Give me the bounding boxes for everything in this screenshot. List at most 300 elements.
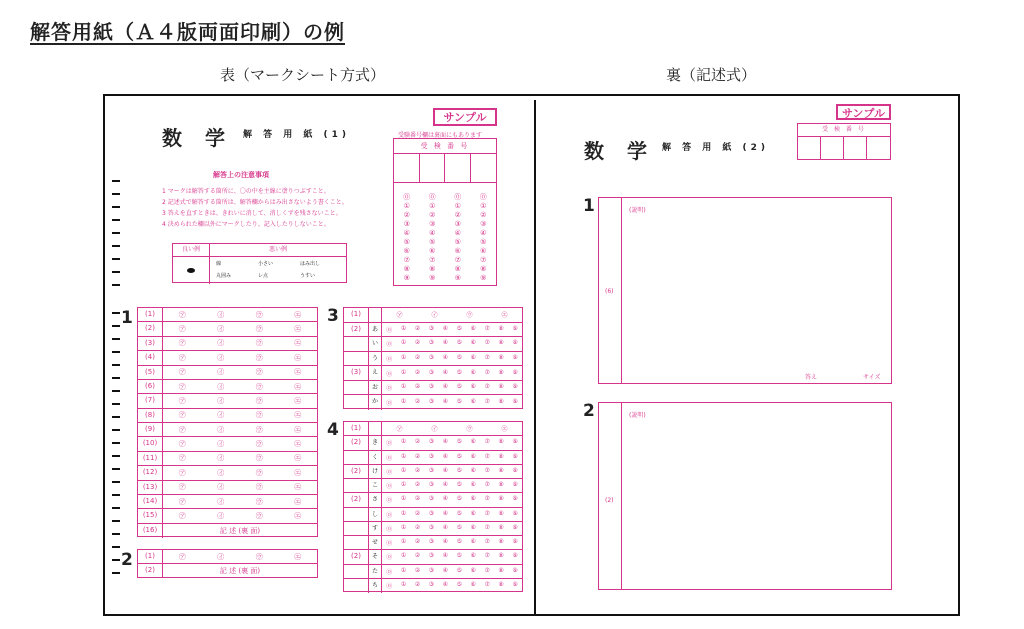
digit-bubble[interactable]: ⓪ (386, 341, 393, 349)
digit-bubble[interactable]: ⑦ (484, 581, 490, 589)
digit-bubble[interactable]: ④ (429, 229, 436, 237)
option-bubble[interactable]: ㋒ (255, 425, 263, 434)
digit-bubble[interactable]: ⑦ (484, 466, 490, 474)
digit-bubble[interactable]: ① (400, 368, 407, 376)
option-bubble[interactable]: ㋒ (255, 511, 263, 520)
option-bubble[interactable]: ㋐ (396, 426, 403, 434)
digit-bubble[interactable]: ⓪ (386, 540, 393, 548)
option-bubble[interactable]: ㋒ (255, 325, 263, 334)
digit-bubble[interactable]: ⑧ (498, 481, 504, 489)
option-bubble[interactable]: ㋓ (294, 411, 302, 420)
digit-bubble[interactable]: ② (414, 509, 421, 517)
digit-bubble[interactable]: ④ (442, 538, 449, 546)
digit-bubble[interactable]: ⓪ (386, 554, 393, 562)
option-bubble[interactable]: ㋑ (217, 454, 225, 463)
section-4-row (344, 550, 522, 564)
option-bubble[interactable]: ㋑ (217, 483, 225, 492)
digit-bubble[interactable]: ① (454, 202, 461, 210)
option-bubble[interactable]: ㋓ (294, 353, 302, 362)
option-bubble[interactable]: ㋑ (217, 310, 225, 319)
digit-bubble[interactable]: ⑦ (484, 339, 490, 347)
digit-bubble[interactable]: ⑤ (456, 495, 462, 503)
digit-bubble[interactable]: ⑦ (484, 481, 490, 489)
digit-bubble[interactable]: ⑥ (470, 538, 476, 546)
row-label: (3) (138, 337, 163, 350)
option-bubble[interactable]: ㋑ (217, 411, 225, 420)
digit-bubble[interactable]: ⑤ (456, 383, 462, 391)
digit-bubble[interactable]: ⑥ (470, 481, 476, 489)
digit-bubble[interactable]: ② (414, 339, 421, 347)
digit-bubble[interactable]: ⑨ (512, 481, 518, 489)
note-1: 1 マークは解答する箇所に、〇の中を主線に塗りつぶすこと。 (162, 188, 330, 195)
digit-bubble[interactable]: ① (480, 202, 487, 210)
digit-bubble[interactable]: ⑤ (456, 523, 462, 531)
option-bubble[interactable]: ㋑ (217, 382, 225, 391)
digit-bubble[interactable]: ④ (442, 509, 449, 517)
option-bubble[interactable]: ㋒ (255, 552, 263, 561)
digit-bubble[interactable]: ① (400, 523, 407, 531)
digit-bubble[interactable]: ⑥ (470, 495, 476, 503)
digit-bubble[interactable]: ① (400, 466, 407, 474)
option-bubble[interactable]: ㋓ (294, 425, 302, 434)
digit-bubble[interactable]: ⑦ (484, 552, 490, 560)
digit-bubble[interactable]: ⑦ (484, 353, 490, 361)
digit-bubble[interactable]: ⓪ (386, 400, 393, 408)
digit-bubble[interactable]: ⓪ (403, 193, 411, 201)
option-bubble[interactable]: ㋓ (501, 426, 508, 434)
option-bubble[interactable]: ㋑ (431, 312, 438, 320)
digit-bubble[interactable]: ⑧ (480, 265, 487, 273)
digit-bubble[interactable]: ④ (480, 229, 487, 237)
digit-bubble[interactable]: ④ (454, 229, 461, 237)
digit-bubble[interactable]: ① (400, 481, 407, 489)
option-bubble[interactable]: ㋒ (255, 497, 263, 506)
option-bubble[interactable]: ㋓ (294, 310, 302, 319)
digit-bubble[interactable]: ⑧ (498, 552, 504, 560)
digit-bubble[interactable]: ⑧ (498, 538, 504, 546)
digit-bubble[interactable]: ⑨ (512, 538, 518, 546)
digit-bubble[interactable]: ⑥ (454, 247, 461, 255)
digit-bubble[interactable]: ⓪ (386, 583, 393, 591)
digit-bubble[interactable]: ① (400, 495, 407, 503)
row-options (163, 439, 317, 449)
digit-bubble[interactable]: ② (414, 466, 421, 474)
digit-bubble[interactable]: ⓪ (386, 497, 393, 505)
digit-bubble[interactable]: ③ (428, 339, 435, 347)
digit-bubble[interactable]: ⑦ (484, 538, 490, 546)
digit-bubble[interactable]: ② (429, 211, 436, 219)
option-bubble[interactable]: ㋒ (255, 440, 263, 449)
option-bubble[interactable]: ㋓ (294, 497, 302, 506)
digit-bubble[interactable]: ③ (428, 538, 435, 546)
digit-bubble[interactable]: ① (400, 581, 407, 589)
digit-bubble[interactable]: ⑥ (470, 581, 476, 589)
digit-bubble[interactable]: ⑦ (454, 256, 461, 264)
digit-bubble[interactable]: ④ (442, 383, 449, 391)
digit-bubble[interactable]: ⓪ (386, 326, 393, 334)
digit-bubble[interactable]: ⑤ (456, 339, 462, 347)
digit-bubble[interactable]: ③ (428, 466, 435, 474)
digit-bubble[interactable]: ⑨ (480, 274, 487, 282)
option-bubble[interactable]: ㋑ (217, 511, 225, 520)
digit-bubble[interactable]: ⑤ (456, 353, 462, 361)
digit-bubble[interactable]: ⑥ (470, 452, 476, 460)
option-bubble[interactable]: ㋐ (178, 339, 186, 348)
note-4: 4 決められた欄以外にマークしたり、記入したりしないこと。 (162, 221, 330, 228)
option-bubble[interactable]: ㋒ (255, 382, 263, 391)
digit-bubble[interactable]: ② (414, 353, 421, 361)
digit-bubble[interactable]: ④ (442, 438, 449, 446)
digit-bubble[interactable]: ⑨ (512, 398, 518, 406)
digit-bubble[interactable]: ③ (428, 509, 435, 517)
digit-bubble[interactable]: ⑤ (456, 324, 462, 332)
option-bubble[interactable]: ㋑ (217, 552, 225, 561)
digit-bubble[interactable]: ② (454, 211, 461, 219)
digit-bubble[interactable]: ④ (442, 552, 449, 560)
digit-bubble[interactable]: ⑥ (470, 339, 476, 347)
digit-bubble[interactable]: ⑤ (403, 238, 410, 246)
digit-bubble[interactable]: ⑥ (470, 523, 476, 531)
digit-bubble[interactable]: ⑦ (484, 368, 490, 376)
digit-bubble[interactable]: ⓪ (386, 454, 393, 462)
digit-bubble[interactable]: ⑥ (470, 509, 476, 517)
digit-bubble[interactable]: ③ (454, 220, 461, 228)
digit-bubble[interactable]: ⑦ (484, 495, 490, 503)
option-bubble[interactable]: ㋐ (178, 440, 186, 449)
digit-bubble[interactable]: ⑥ (470, 552, 476, 560)
back-q2-box[interactable] (598, 402, 892, 590)
digit-bubble[interactable]: ⑦ (429, 256, 436, 264)
option-bubble[interactable]: ㋐ (178, 310, 186, 319)
digit-bubble[interactable]: ③ (480, 220, 487, 228)
option-bubble[interactable]: ㋐ (178, 353, 186, 362)
digit-bubble[interactable]: ⑤ (456, 552, 462, 560)
digit-bubble[interactable]: ⑨ (512, 581, 518, 589)
digit-bubble[interactable]: ① (400, 538, 407, 546)
digit-bubble[interactable]: ⑧ (498, 339, 504, 347)
section-4-row (344, 508, 522, 522)
digit-bubble[interactable]: ⑤ (456, 581, 462, 589)
option-bubble[interactable]: ㋑ (217, 497, 225, 506)
digit-bubble[interactable]: ⑦ (484, 398, 490, 406)
digit-bubble[interactable]: ⑤ (456, 509, 462, 517)
option-bubble[interactable]: ㋑ (217, 440, 225, 449)
option-bubble[interactable]: ㋐ (178, 425, 186, 434)
digit-bubble[interactable]: ⓪ (386, 385, 393, 393)
digit-bubble[interactable]: ⑨ (512, 509, 518, 517)
digit-bubble[interactable]: ⑨ (512, 466, 518, 474)
option-bubble[interactable]: ㋑ (217, 353, 225, 362)
digit-bubble[interactable]: ③ (428, 581, 435, 589)
back-q1-box[interactable] (598, 197, 892, 384)
digit-bubble[interactable]: ④ (442, 452, 449, 460)
digit-bubble[interactable]: ⑤ (456, 566, 462, 574)
digit-bubble[interactable]: ① (400, 324, 407, 332)
option-bubble[interactable]: ㋓ (294, 483, 302, 492)
digit-bubble[interactable]: ④ (442, 581, 449, 589)
digit-bubble[interactable]: ⑤ (456, 481, 462, 489)
option-bubble[interactable]: ㋐ (178, 325, 186, 334)
digit-bubble[interactable]: ⑧ (498, 383, 504, 391)
option-bubble[interactable]: ㋓ (294, 454, 302, 463)
digit-bubble[interactable]: ③ (428, 566, 435, 574)
digit-bubble[interactable]: ③ (429, 220, 436, 228)
digit-bubble[interactable]: ② (414, 438, 421, 446)
digit-bubble[interactable]: ⓪ (386, 525, 393, 533)
digit-bubble[interactable]: ⑧ (498, 566, 504, 574)
digit-bubble[interactable]: ② (414, 324, 421, 332)
digit-bubble[interactable]: ① (429, 202, 436, 210)
digit-bubble[interactable]: ⑨ (454, 274, 461, 282)
digit-bubble[interactable]: ⑨ (512, 452, 518, 460)
digit-bubble[interactable]: ④ (442, 495, 449, 503)
digit-bubble[interactable]: ⑧ (498, 438, 504, 446)
option-bubble[interactable]: ㋐ (178, 454, 186, 463)
digit-bubble[interactable]: ⓪ (386, 511, 393, 519)
digit-bubble[interactable]: ③ (428, 353, 435, 361)
digit-bubble[interactable]: ② (414, 398, 421, 406)
digit-bubble[interactable]: ⑤ (456, 538, 462, 546)
option-bubble[interactable]: ㋑ (431, 426, 438, 434)
option-bubble[interactable]: ㋒ (255, 483, 263, 492)
digit-bubble[interactable]: ⓪ (386, 370, 393, 378)
digit-bubble[interactable]: ④ (442, 368, 449, 376)
digit-bubble[interactable]: ② (414, 523, 421, 531)
digit-bubble[interactable]: ⑧ (498, 452, 504, 460)
option-bubble[interactable]: ㋓ (294, 382, 302, 391)
option-bubble[interactable]: ㋒ (255, 368, 263, 377)
digit-bubble[interactable]: ⑥ (470, 566, 476, 574)
digit-bubble[interactable]: ② (403, 211, 410, 219)
digit-bubble[interactable]: ④ (442, 523, 449, 531)
digit-bubble[interactable]: ⓪ (386, 355, 393, 363)
digit-bubble[interactable]: ⑥ (470, 383, 476, 391)
row-options (163, 353, 317, 363)
digit-bubble[interactable]: ⑤ (456, 398, 462, 406)
digit-bubble[interactable]: ① (400, 452, 407, 460)
option-bubble[interactable]: ㋓ (294, 396, 302, 405)
digit-bubble[interactable]: ⑧ (454, 265, 461, 273)
digit-bubble[interactable]: ② (414, 495, 421, 503)
digit-bubble[interactable]: ③ (428, 481, 435, 489)
digit-bubble[interactable]: ⑦ (484, 523, 490, 531)
option-bubble[interactable]: ㋓ (294, 325, 302, 334)
digit-bubble[interactable]: ⑦ (484, 452, 490, 460)
digit-bubble[interactable]: ⑤ (480, 238, 487, 246)
option-bubble[interactable]: ㋐ (396, 312, 403, 320)
option-bubble[interactable]: ㋓ (294, 552, 302, 561)
digit-bubble[interactable]: ⑨ (512, 368, 518, 376)
digit-bubble[interactable]: ① (403, 202, 410, 210)
digit-bubble[interactable]: ⑥ (470, 466, 476, 474)
option-bubble[interactable]: ㋐ (178, 382, 186, 391)
option-bubble[interactable]: ㋓ (501, 312, 508, 320)
back-sample-tag: サンプル (836, 104, 891, 120)
option-bubble[interactable]: ㋒ (255, 468, 263, 477)
option-bubble[interactable]: ㋐ (178, 468, 186, 477)
digit-bubble[interactable]: ② (414, 581, 421, 589)
digit-bubble[interactable]: ③ (428, 324, 435, 332)
digit-bubble[interactable]: ② (414, 566, 421, 574)
digit-bubble[interactable]: ⑤ (456, 466, 462, 474)
digit-bubble[interactable]: ⑧ (498, 495, 504, 503)
digit-bubble[interactable]: ① (400, 339, 407, 347)
digit-bubble[interactable]: ⑦ (484, 438, 490, 446)
option-bubble[interactable]: ㋓ (294, 368, 302, 377)
option-bubble[interactable]: ㋐ (178, 483, 186, 492)
digit-bubble[interactable]: ⑥ (470, 353, 476, 361)
digit-bubble[interactable]: ⓪ (386, 468, 393, 476)
digit-bubble[interactable]: ⓪ (386, 440, 393, 448)
option-bubble[interactable]: ㋓ (294, 511, 302, 520)
digit-bubble[interactable]: ④ (442, 566, 449, 574)
digit-bubble[interactable]: ⑧ (498, 523, 504, 531)
digit-bubble[interactable]: ⑥ (403, 247, 410, 255)
digit-bubble[interactable]: ⑤ (429, 238, 436, 246)
digit-bubble[interactable]: ⑨ (512, 353, 518, 361)
digit-bubble[interactable]: ⑦ (484, 324, 490, 332)
bad-example-label: 悪い例 (268, 246, 287, 253)
option-bubble[interactable]: ㋒ (255, 353, 263, 362)
option-bubble[interactable]: ㋒ (255, 396, 263, 405)
row-label (344, 451, 369, 464)
option-bubble[interactable]: ㋒ (466, 426, 473, 434)
digit-bubble[interactable]: ③ (428, 383, 435, 391)
option-bubble[interactable]: ㋒ (255, 310, 263, 319)
digit-bubble[interactable]: ④ (442, 339, 449, 347)
digit-bubble[interactable]: ⑧ (498, 353, 504, 361)
digit-bubble[interactable]: ② (414, 481, 421, 489)
option-bubble[interactable]: ㋐ (178, 552, 186, 561)
digit-bubble[interactable]: ⑨ (403, 274, 410, 282)
option-bubble[interactable]: ㋑ (217, 339, 225, 348)
digit-bubble[interactable]: ⑦ (484, 566, 490, 574)
digit-bubble[interactable]: ③ (428, 398, 435, 406)
option-bubble[interactable]: ㋐ (178, 511, 186, 520)
option-bubble[interactable]: ㋐ (178, 497, 186, 506)
option-bubble[interactable]: ㋑ (217, 396, 225, 405)
back-exam-number-grid (797, 123, 891, 160)
row-label: (1) (344, 308, 369, 322)
digit-bubble[interactable]: ⑧ (498, 509, 504, 517)
digit-bubble[interactable]: ① (400, 383, 407, 391)
digit-bubble[interactable]: ⑨ (512, 324, 518, 332)
digit-bubble[interactable]: ④ (442, 481, 449, 489)
digit-bubble[interactable]: ⑧ (498, 398, 504, 406)
digit-bubble[interactable]: ⑧ (498, 466, 504, 474)
digit-bubble[interactable]: ③ (428, 552, 435, 560)
digit-bubble[interactable]: ③ (428, 452, 435, 460)
option-bubble[interactable]: ㋓ (294, 440, 302, 449)
digit-bubble[interactable]: ⑧ (403, 265, 410, 273)
digit-bubble[interactable]: ⑥ (470, 324, 476, 332)
digit-bubble[interactable]: ⑦ (403, 256, 410, 264)
option-bubble[interactable]: ㋐ (178, 368, 186, 377)
digit-bubble[interactable]: ⑥ (470, 368, 476, 376)
digit-bubble[interactable]: ① (400, 398, 407, 406)
digit-bubble[interactable]: ⑥ (480, 247, 487, 255)
digit-bubble[interactable]: ③ (428, 438, 435, 446)
option-bubble[interactable]: ㋒ (466, 312, 473, 320)
option-bubble[interactable]: ㋒ (255, 411, 263, 420)
digit-bubble[interactable]: ① (400, 353, 407, 361)
digit-bubble[interactable]: ⑨ (512, 495, 518, 503)
digit-bubble[interactable]: ⑥ (470, 438, 476, 446)
digit-bubble[interactable]: ⑨ (512, 523, 518, 531)
digit-bubble[interactable]: ⑤ (456, 452, 462, 460)
digit-bubble[interactable]: ④ (403, 229, 410, 237)
exam-digit-row (394, 193, 496, 202)
digit-bubble[interactable]: ④ (442, 398, 449, 406)
digit-bubble[interactable]: ① (400, 566, 407, 574)
option-bubble[interactable]: ㋑ (217, 368, 225, 377)
digit-bubble[interactable]: ② (414, 368, 421, 376)
option-bubble[interactable]: ㋑ (217, 468, 225, 477)
digit-bubble[interactable]: ⑨ (429, 274, 436, 282)
digit-bubble[interactable]: ⓪ (479, 193, 487, 201)
digit-bubble[interactable]: ① (400, 552, 407, 560)
row-label: (9) (138, 423, 163, 436)
digit-bubble[interactable]: ⑧ (429, 265, 436, 273)
digit-bubble[interactable]: ⑤ (456, 368, 462, 376)
option-bubble[interactable]: ㋓ (294, 339, 302, 348)
digit-bubble[interactable]: ② (414, 452, 421, 460)
digit-bubble[interactable]: ② (414, 383, 421, 391)
digit-bubble[interactable]: ③ (428, 368, 435, 376)
digit-bubble[interactable]: ④ (442, 324, 449, 332)
digit-bubble[interactable]: ③ (428, 523, 435, 531)
section-1-row (138, 409, 317, 423)
digit-bubble[interactable]: ② (414, 538, 421, 546)
section-2-row (138, 564, 317, 578)
option-bubble[interactable]: ㋒ (255, 454, 263, 463)
digit-bubble[interactable]: ⑨ (512, 552, 518, 560)
digit-bubble[interactable]: ⑨ (512, 383, 518, 391)
digit-bubble[interactable]: ③ (428, 495, 435, 503)
digit-bubble[interactable]: ① (400, 509, 407, 517)
digit-bubble[interactable]: ② (414, 552, 421, 560)
digit-bubble[interactable]: ② (480, 211, 487, 219)
digit-bubble[interactable]: ⑦ (484, 509, 490, 517)
option-bubble[interactable]: ㋑ (217, 425, 225, 434)
digit-bubble[interactable]: ④ (442, 353, 449, 361)
digit-bubble[interactable]: ⑦ (480, 256, 487, 264)
digit-bubble[interactable]: ⑧ (498, 368, 504, 376)
digit-bubble[interactable]: ⑧ (498, 581, 504, 589)
digit-bubble[interactable]: ⓪ (386, 568, 393, 576)
option-bubble[interactable]: ㋓ (294, 468, 302, 477)
option-bubble[interactable]: ㋐ (178, 411, 186, 420)
option-bubble[interactable]: ㋐ (178, 396, 186, 405)
digit-bubble[interactable]: ③ (403, 220, 410, 228)
digit-bubble[interactable]: ⑦ (484, 383, 490, 391)
option-bubble[interactable]: ㋒ (255, 339, 263, 348)
digit-bubble[interactable]: ① (400, 438, 407, 446)
digit-bubble[interactable]: ⑤ (454, 238, 461, 246)
digit-bubble[interactable]: ⓪ (428, 193, 436, 201)
digit-bubble[interactable]: ⓪ (386, 483, 393, 491)
digit-bubble[interactable]: ⑤ (456, 438, 462, 446)
digit-bubble[interactable]: ⓪ (454, 193, 462, 201)
digit-bubble[interactable]: ⑨ (512, 339, 518, 347)
digit-bubble[interactable]: ⑨ (512, 438, 518, 446)
digit-bubble[interactable]: ⑨ (512, 566, 518, 574)
digit-bubble[interactable]: ④ (442, 466, 449, 474)
digit-bubble[interactable]: ⑧ (498, 324, 504, 332)
digit-bubble[interactable]: ⑥ (470, 398, 476, 406)
option-bubble[interactable]: ㋑ (217, 325, 225, 334)
digit-bubble[interactable]: ⑥ (429, 247, 436, 255)
